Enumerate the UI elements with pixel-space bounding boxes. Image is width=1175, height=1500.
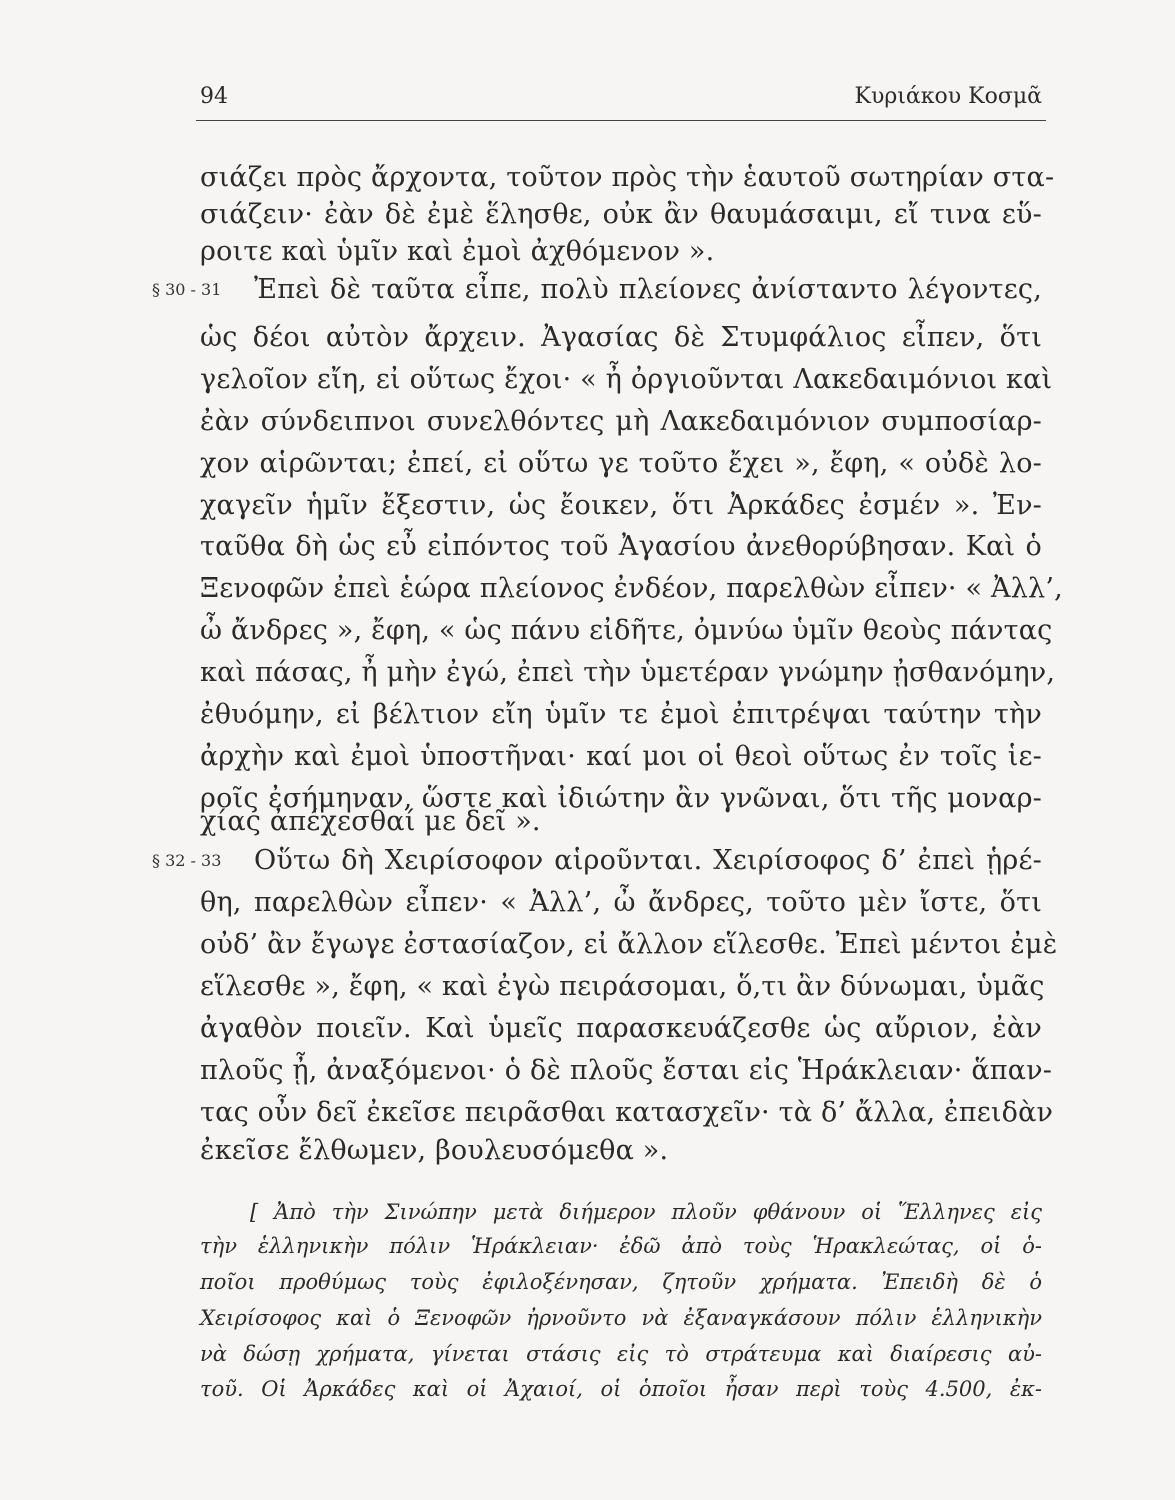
text-line: σιάζειν· ἐὰν δὲ ἐμὲ ἕλησθε, οὐκ ἂν θαυμάσαιμι, εἴ τινα εὕ- xyxy=(200,199,1042,230)
text-line: ἀρχὴν καὶ ἐμοὶ ὑποστῆναι· καί μοι οἱ θεοὶ οὕτως ἐν τοῖς ἱε- xyxy=(200,741,1042,772)
note-line: [ Ἀπὸ τὴν Σινώπην μετὰ διήμερον πλοῦν φθάνουν οἱ Ἕλληνες εἰς xyxy=(250,1200,1042,1224)
page-header xyxy=(200,80,1042,114)
header-rule xyxy=(196,120,1046,121)
text-line: οὐδ’ ἂν ἔγωγε ἐστασίαζον, εἰ ἄλλον εἵλεσθε. Ἐπεὶ μέντοι ἐμὲ xyxy=(200,929,1058,960)
text-line: πλοῦς ᾖ, ἀναξόμενοι· ὁ δὲ πλοῦς ἔσται εἰς Ἡράκλειαν· ἅπαν- xyxy=(200,1055,1053,1086)
text-line: χαγεῖν ἡμῖν ἔξεστιν, ὡς ἔοικεν, ὅτι Ἀρκάδες ἐσμέν ». Ἐν- xyxy=(200,490,1042,521)
text-line: ἐκεῖσε ἔλθωμεν, βουλευσόμεθα ». xyxy=(200,1135,669,1166)
text-line: ὦ ἄνδρες », ἔφη, « ὡς πάνυ εἰδῆτε, ὀμνύω ὑμῖν θεοὺς πάντας xyxy=(200,615,1053,646)
page-number: 94 xyxy=(200,84,228,109)
text-line: ἐθυόμην, εἰ βέλτιον εἴη ὑμῖν τε ἐμοὶ ἐπιτρέψαι ταύτην τὴν xyxy=(200,699,1042,730)
note-line: τὴν ἑλληνικὴν πόλιν Ἡράκλειαν· ἐδῶ ἀπὸ τοὺς Ἡρακλεώτας, οἱ ὁ- xyxy=(200,1234,1042,1258)
text-line: ὡς δέοι αὐτὸν ἄρχειν. Ἀγασίας δὲ Στυμφάλιος εἶπεν, ὅτι xyxy=(200,322,1042,353)
section-marker: § 32 - 33 xyxy=(152,851,222,870)
running-head: Κυριάκου Κοσμᾶ xyxy=(854,84,1042,109)
note-line: Χειρίσοφος καὶ ὁ Ξενοφῶν ἠρνοῦντο νὰ ἐξαναγκάσουν πόλιν ἑλληνικὴν xyxy=(200,1306,1042,1330)
text-line: ροῖς ἐσήμηναν, ὥστε καὶ ἰδιώτην ἂν γνῶναι, ὅτι τῆς μοναρ- xyxy=(200,783,1042,814)
note-line: ποῖοι προθύμως τοὺς ἐφιλοξένησαν, ζητοῦν χρήματα. Ἐπειδὴ δὲ ὁ xyxy=(200,1270,1042,1294)
text-line: εἵλεσθε », ἔφη, « καὶ ἐγὼ πειράσομαι, ὅ,τι ἂν δύνωμαι, ὑμᾶς xyxy=(200,971,1045,1002)
text-line: γελοῖον εἴη, εἰ οὕτως ἔχοι· « ἦ ὀργιοῦνται Λακεδαιμόνιοι καὶ xyxy=(200,364,1053,395)
text-line: Ξενοφῶν ἐπεὶ ἑώρα πλείονος ἐνδέον, παρελθὼν εἶπεν· « Ἀλλ’, xyxy=(200,573,1063,604)
text-line: ταῦθα δὴ ὡς εὖ εἰπόντος τοῦ Ἀγασίου ἀνεθορύβησαν. Καὶ ὁ xyxy=(200,531,1042,562)
note-line: τοῦ. Οἱ Ἀρκάδες καὶ οἱ Ἀχαιοί, οἱ ὁποῖοι ἦσαν περὶ τοὺς 4.500, ἐκ- xyxy=(200,1377,1042,1401)
text-line: ἐὰν σύνδειπνοι συνελθόντες μὴ Λακεδαιμόνιον συμποσίαρ- xyxy=(200,406,1042,437)
text-line: καὶ πάσας, ἦ μὴν ἐγώ, ἐπεὶ τὴν ὑμετέραν γνώμην ᾐσθανόμην, xyxy=(200,657,1056,688)
section-marker: § 30 - 31 xyxy=(152,280,222,299)
text-line: Οὕτω δὴ Χειρίσοφον αἱροῦνται. Χειρίσοφος δ’ ἐπεὶ ᾑρέ- xyxy=(254,845,1042,876)
text-line: χον αἱρῶνται; ἐπεί, εἰ οὕτω γε τοῦτο ἔχει », ἔφη, « οὐδὲ λο- xyxy=(200,448,1042,479)
text-line: ἀγαθὸν ποιεῖν. Καὶ ὑμεῖς παρασκευάζεσθε ὡς αὔριον, ἐὰν xyxy=(200,1013,1042,1044)
note-line: νὰ δώσῃ χρήματα, γίνεται στάσις εἰς τὸ στράτευμα καὶ διαίρεσις αὐ- xyxy=(200,1342,1042,1366)
text-line: θη, παρελθὼν εἶπεν· « Ἀλλ’, ὦ ἄνδρες, τοῦτο μὲν ἴστε, ὅτι xyxy=(200,887,1042,918)
text-line: χίας ἀπέχεσθαί με δεῖ ». xyxy=(200,806,541,837)
text-line: τας οὖν δεῖ ἐκεῖσε πειρᾶσθαι κατασχεῖν· τὰ δ’ ἄλλα, ἐπειδὰν xyxy=(200,1097,1054,1128)
text-line: σιάζει πρὸς ἄρχοντα, τοῦτον πρὸς τὴν ἑαυτοῦ σωτηρίαν στα- xyxy=(200,162,1055,193)
text-line: ροιτε καὶ ὑμῖν καὶ ἐμοὶ ἀχθόμενον ». xyxy=(200,236,715,267)
text-line: Ἐπεὶ δὲ ταῦτα εἶπε, πολὺ πλείονες ἀνίσταντο λέγοντες, xyxy=(254,274,1042,305)
